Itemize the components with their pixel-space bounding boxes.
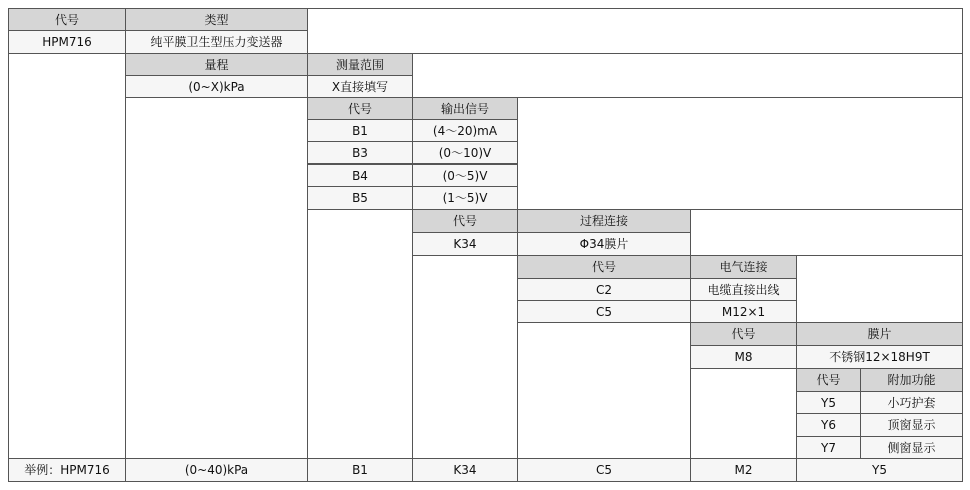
- extra-code: Y6: [796, 413, 861, 437]
- membrane-code: M8: [690, 345, 797, 369]
- example-process: K34: [412, 458, 518, 482]
- output-code: B3: [307, 141, 413, 164]
- range-column-spacer: [125, 97, 308, 459]
- output-signal-label: 输出信号: [412, 97, 518, 120]
- membrane-label: 膜片: [796, 322, 963, 346]
- output-code-label: 代号: [307, 97, 413, 120]
- output-signal: (0～5)V: [412, 164, 518, 187]
- example-range: (0~40)kPa: [125, 458, 308, 482]
- process-conn-label: 过程连接: [517, 209, 691, 233]
- extra-code-label: 代号: [796, 368, 861, 392]
- empty-cell: [307, 8, 963, 54]
- left-column-spacer: [8, 53, 126, 459]
- process-column-spacer: [412, 255, 518, 459]
- empty-cell: [796, 255, 963, 323]
- example-membrane: M2: [690, 458, 797, 482]
- output-code: B1: [307, 119, 413, 142]
- example-output: B1: [307, 458, 413, 482]
- extra-code: Y7: [796, 436, 861, 459]
- output-signal: (1～5)V: [412, 186, 518, 210]
- example-label: 举例：HPM716: [8, 458, 126, 482]
- example-extra: Y5: [796, 458, 963, 482]
- membrane-code-label: 代号: [690, 322, 797, 346]
- example-electric: C5: [517, 458, 691, 482]
- model-type: 纯平膜卫生型压力变送器: [125, 30, 308, 54]
- header-code-label: 代号: [8, 8, 126, 31]
- extra-code: Y5: [796, 391, 861, 414]
- extra-label: 附加功能: [860, 368, 963, 392]
- extra-value: 小巧护套: [860, 391, 963, 414]
- process-value: Φ34膜片: [517, 232, 691, 256]
- model-code: HPM716: [8, 30, 126, 54]
- extra-value: 顶窗显示: [860, 413, 963, 437]
- extra-value: 侧窗显示: [860, 436, 963, 459]
- header-type-label: 类型: [125, 8, 308, 31]
- electric-code: C2: [517, 278, 691, 301]
- electric-conn-label: 电气连接: [690, 255, 797, 279]
- range-label: 量程: [125, 53, 308, 76]
- process-code: K34: [412, 232, 518, 256]
- membrane-column-spacer: [690, 368, 797, 459]
- membrane-value: 不锈钢12×18H9T: [796, 345, 963, 369]
- empty-cell: [690, 209, 963, 256]
- empty-cell: [412, 53, 963, 98]
- electric-value: 电缆直接出线: [690, 278, 797, 301]
- output-signal: (4～20)mA: [412, 119, 518, 142]
- output-code: B4: [307, 164, 413, 187]
- electric-value: M12×1: [690, 300, 797, 323]
- range-desc-label: 测量范围: [307, 53, 413, 76]
- output-column-spacer: [307, 209, 413, 459]
- empty-cell: [517, 97, 963, 210]
- process-code-label: 代号: [412, 209, 518, 233]
- electric-code-label: 代号: [517, 255, 691, 279]
- output-code: B5: [307, 186, 413, 210]
- output-signal: (0～10)V: [412, 141, 518, 164]
- electric-column-spacer: [517, 322, 691, 459]
- electric-code: C5: [517, 300, 691, 323]
- range-value: (0~X)kPa: [125, 75, 308, 98]
- range-desc: X直接填写: [307, 75, 413, 98]
